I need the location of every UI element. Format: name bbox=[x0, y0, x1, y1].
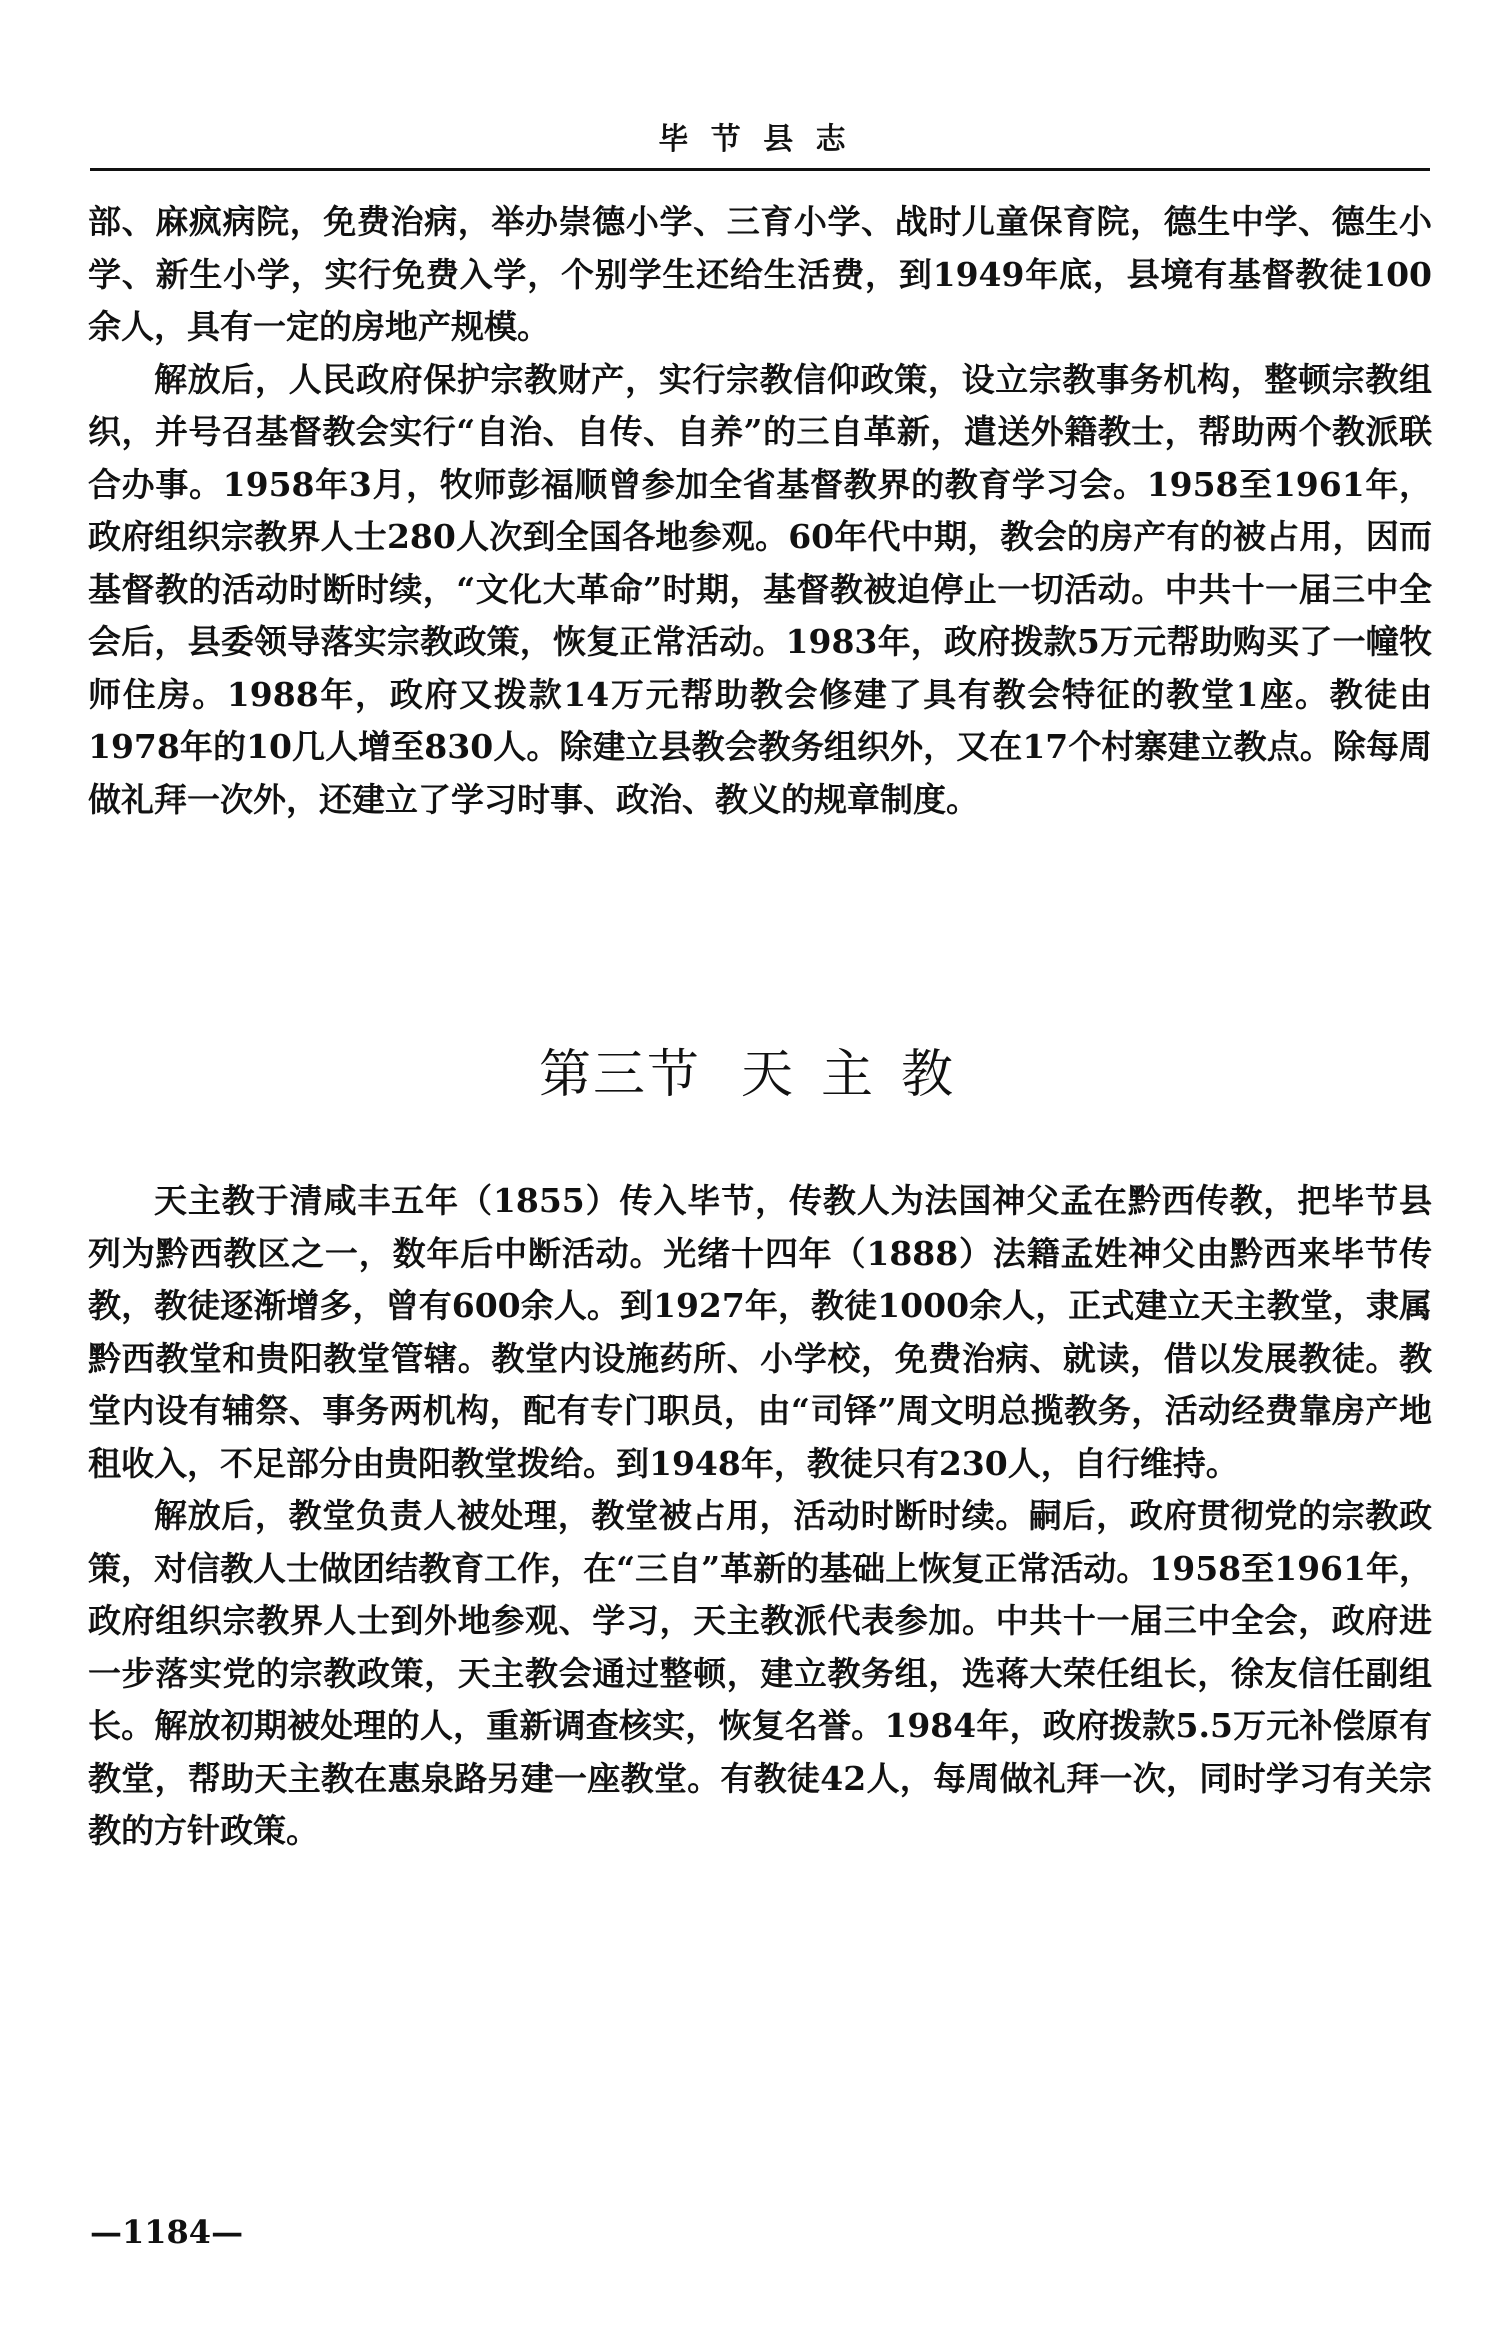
section-prev-body bbox=[88, 196, 1432, 826]
paragraph: 天主教于清咸丰五年（1855）传入毕节，传教人为法国神父孟在黔西传教，把毕节县列为黔西教区之一，数年后中断活动。光绪十四年（1888）法籍孟姓神父由黔西来毕节传教，教徒逐渐增多，曾有600余人。到1927年，教徒1000余人，正式建立天主教堂，隶属黔西教堂和贵阳教堂管辖。教堂内设施药所、小学校，免费治病、就读，借以发展教徒。教堂内设有辅祭、事务两机构，配有专门职员，由“司铎”周文明总揽教务，活动经费靠房产地租收入，不足部分由贵阳教堂拨给。到1948年，教徒只有230人，自行维持。 bbox=[88, 1181, 1432, 1483]
page-number: —1184— bbox=[90, 2213, 244, 2251]
section-title: 天主教 bbox=[741, 1045, 982, 1105]
paragraph: 部、麻疯病院，免费治病，举办崇德小学、三育小学、战时儿童保育院，德生中学、德生小学、新生小学，实行免费入学，个别学生还给生活费，到1949年底，县境有基督教徒100余人，具有一定的房地产规模。 bbox=[88, 202, 1432, 346]
section-heading bbox=[90, 1040, 1430, 1110]
running-header: 毕 节 县 志 bbox=[658, 122, 852, 157]
section-three-body bbox=[88, 1175, 1432, 1858]
paragraph: 解放后，教堂负责人被处理，教堂被占用，活动时断时续。嗣后，政府贯彻党的宗教政策，对信教人士做团结教育工作，在“三自”革新的基础上恢复正常活动。1958至1961年，政府组织宗教界人士到外地参观、学习，天主教派代表参加。中共十一届三中全会，政府进一步落实党的宗教政策，天主教会通过整顿，建立教务组，选蒋大荣任组长，徐友信任副组长。解放初期被处理的人，重新调查核实，恢复名誉。1984年，政府拨款5.5万元补偿原有教堂，帮助天主教在惠泉路另建一座教堂。有教徒42人，每周做礼拜一次，同时学习有关宗教的方针政策。 bbox=[88, 1496, 1432, 1850]
header-rule bbox=[90, 168, 1430, 171]
section-number: 第三节 bbox=[538, 1045, 701, 1105]
paragraph: 解放后，人民政府保护宗教财产，实行宗教信仰政策，设立宗教事务机构，整顿宗教组织，并号召基督教会实行“自治、自传、自养”的三自革新，遣送外籍教士，帮助两个教派联合办事。1958年3月，牧师彭福顺曾参加全省基督教界的教育学习会。1958至1961年，政府组织宗教界人士280人次到全国各地参观。60年代中期，教会的房产有的被占用，因而基督教的活动时断时续，“文化大革命”时期，基督教被迫停止一切活动。中共十一届三中全会后，县委领导落实宗教政策，恢复正常活动。1983年，政府拨款5万元帮助购买了一幢牧师住房。1988年，政府又拨款14万元帮助教会修建了具有教会特征的教堂1座。教徒由1978年的10几人增至830人。除建立县教会教务组织外，又在17个村寨建立教点。除每周做礼拜一次外，还建立了学习时事、政治、教义的规章制度。 bbox=[88, 359, 1432, 819]
